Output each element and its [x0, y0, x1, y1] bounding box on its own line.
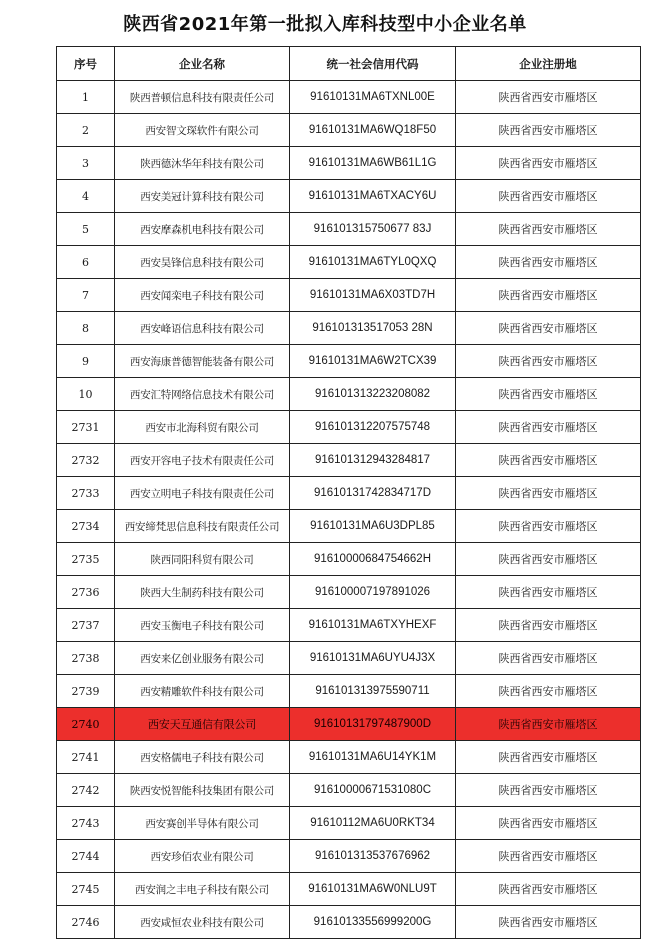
registered-location: 陕西省西安市雁塔区: [456, 378, 641, 411]
company-name: 西安智文琛软件有限公司: [115, 114, 290, 147]
row-index: 6: [57, 246, 115, 279]
table-row: [57, 642, 641, 675]
table-row: [57, 81, 641, 114]
company-name: 西安珍佰农业有限公司: [115, 840, 290, 873]
table-row: [57, 873, 641, 906]
credit-code: 91610131MA6WQ18F50: [290, 114, 456, 147]
credit-code: 91610131MA6W0NLU9T: [290, 873, 456, 906]
company-name: 西安摩森机电科技有限公司: [115, 213, 290, 246]
registered-location: 陕西省西安市雁塔区: [456, 642, 641, 675]
company-name: 西安汇特网络信息技术有限公司: [115, 378, 290, 411]
row-index: 2738: [57, 642, 115, 675]
table-row: [57, 543, 641, 576]
row-index: 2740: [57, 708, 115, 741]
registered-location: 陕西省西安市雁塔区: [456, 906, 641, 939]
credit-code: 91610131MA6X03TD7H: [290, 279, 456, 312]
registered-location: 陕西省西安市雁塔区: [456, 675, 641, 708]
registered-location: 陕西省西安市雁塔区: [456, 807, 641, 840]
row-index: 2745: [57, 873, 115, 906]
registered-location: 陕西省西安市雁塔区: [456, 345, 641, 378]
company-name: 西安立明电子科技有限责任公司: [115, 477, 290, 510]
row-index: 2735: [57, 543, 115, 576]
company-name: 西安润之丰电子科技有限公司: [115, 873, 290, 906]
company-name: 西安玉衡电子科技有限公司: [115, 609, 290, 642]
company-name: 陕西普顿信息科技有限责任公司: [115, 81, 290, 114]
row-index: 2: [57, 114, 115, 147]
company-name: 西安美冠计算科技有限公司: [115, 180, 290, 213]
credit-code: 916101312943284817: [290, 444, 456, 477]
company-name: 陕西同阳科贸有限公司: [115, 543, 290, 576]
company-name: 西安昊锋信息科技有限公司: [115, 246, 290, 279]
table-row: [57, 312, 641, 345]
registered-location: 陕西省西安市雁塔区: [456, 444, 641, 477]
header-index: 序号: [57, 47, 115, 81]
registered-location: 陕西省西安市雁塔区: [456, 741, 641, 774]
table-row: [57, 807, 641, 840]
company-name: 西安闻栾电子科技有限公司: [115, 279, 290, 312]
table-row: [57, 840, 641, 873]
registered-location: 陕西省西安市雁塔区: [456, 543, 641, 576]
company-name: 西安缔梵思信息科技有限责任公司: [115, 510, 290, 543]
table-row: [57, 675, 641, 708]
company-name: 西安天互通信有限公司: [115, 708, 290, 741]
registered-location: 陕西省西安市雁塔区: [456, 411, 641, 444]
credit-code: 916101315750677 83J: [290, 213, 456, 246]
credit-code: 91610131MA6TXNL00E: [290, 81, 456, 114]
table-row: [57, 114, 641, 147]
table-row: [57, 411, 641, 444]
registered-location: 陕西省西安市雁塔区: [456, 840, 641, 873]
registered-location: 陕西省西安市雁塔区: [456, 246, 641, 279]
table-row: [57, 246, 641, 279]
page-title: 陕西省2021年第一批拟入库科技型中小企业名单: [123, 14, 527, 35]
row-index: 2743: [57, 807, 115, 840]
company-name: 陕西安悦智能科技集团有限公司: [115, 774, 290, 807]
credit-code: 91610133556999200G: [290, 906, 456, 939]
credit-code: 91610131797487900D: [290, 708, 456, 741]
credit-code: 916100007197891026: [290, 576, 456, 609]
enterprise-table: [56, 46, 641, 939]
table-row: [57, 576, 641, 609]
credit-code: 91610112MA6U0RKT34: [290, 807, 456, 840]
row-index: 2739: [57, 675, 115, 708]
credit-code: 916101313975590711: [290, 675, 456, 708]
company-name: 西安开容电子技术有限责任公司: [115, 444, 290, 477]
table-row: [57, 378, 641, 411]
credit-code: 91610000684754662H: [290, 543, 456, 576]
row-index: 1: [57, 81, 115, 114]
row-index: 2742: [57, 774, 115, 807]
row-index: 2733: [57, 477, 115, 510]
registered-location: 陕西省西安市雁塔区: [456, 510, 641, 543]
credit-code: 916101313517053 28N: [290, 312, 456, 345]
table-row: [57, 147, 641, 180]
registered-location: 陕西省西安市雁塔区: [456, 180, 641, 213]
table-row: [57, 609, 641, 642]
table-row: [57, 906, 641, 939]
header-credit-code: 统一社会信用代码: [290, 47, 456, 81]
company-name: 西安精雕软件科技有限公司: [115, 675, 290, 708]
company-name: 西安赛创半导体有限公司: [115, 807, 290, 840]
company-name: 西安咸恒农业科技有限公司: [115, 906, 290, 939]
credit-code: 91610131MA6W2TCX39: [290, 345, 456, 378]
registered-location: 陕西省西安市雁塔区: [456, 774, 641, 807]
table-row: [57, 279, 641, 312]
header-name: 企业名称: [115, 47, 290, 81]
registered-location: 陕西省西安市雁塔区: [456, 147, 641, 180]
row-index: 2734: [57, 510, 115, 543]
credit-code: 91610131MA6UYU4J3X: [290, 642, 456, 675]
table-row-highlighted: [57, 708, 641, 741]
table-header-row: [57, 47, 641, 81]
row-index: 2736: [57, 576, 115, 609]
row-index: 10: [57, 378, 115, 411]
header-location: 企业注册地: [456, 47, 641, 81]
row-index: 8: [57, 312, 115, 345]
row-index: 3: [57, 147, 115, 180]
table-row: [57, 741, 641, 774]
row-index: 4: [57, 180, 115, 213]
row-index: 2741: [57, 741, 115, 774]
credit-code: 91610000671531080C: [290, 774, 456, 807]
credit-code: 916101312207575748: [290, 411, 456, 444]
credit-code: 916101313223208082: [290, 378, 456, 411]
registered-location: 陕西省西安市雁塔区: [456, 576, 641, 609]
registered-location: 陕西省西安市雁塔区: [456, 873, 641, 906]
company-name: 西安峰语信息科技有限公司: [115, 312, 290, 345]
credit-code: 916101313537676962: [290, 840, 456, 873]
row-index: 2737: [57, 609, 115, 642]
company-name: 西安海康普德智能装备有限公司: [115, 345, 290, 378]
credit-code: 91610131MA6U14YK1M: [290, 741, 456, 774]
table-row: [57, 180, 641, 213]
credit-code: 91610131MA6U3DPL85: [290, 510, 456, 543]
row-index: 2732: [57, 444, 115, 477]
company-name: 陕西大生制药科技有限公司: [115, 576, 290, 609]
table-row: [57, 345, 641, 378]
row-index: 2746: [57, 906, 115, 939]
registered-location: 陕西省西安市雁塔区: [456, 213, 641, 246]
credit-code: 91610131MA6TXACY6U: [290, 180, 456, 213]
row-index: 5: [57, 213, 115, 246]
row-index: 2744: [57, 840, 115, 873]
registered-location: 陕西省西安市雁塔区: [456, 609, 641, 642]
registered-location: 陕西省西安市雁塔区: [456, 708, 641, 741]
row-index: 2731: [57, 411, 115, 444]
company-name: 陕西德沐华年科技有限公司: [115, 147, 290, 180]
registered-location: 陕西省西安市雁塔区: [456, 114, 641, 147]
row-index: 7: [57, 279, 115, 312]
registered-location: 陕西省西安市雁塔区: [456, 312, 641, 345]
table-row: [57, 213, 641, 246]
credit-code: 91610131742834717D: [290, 477, 456, 510]
credit-code: 91610131MA6TYL0QXQ: [290, 246, 456, 279]
registered-location: 陕西省西安市雁塔区: [456, 81, 641, 114]
table-row: [57, 444, 641, 477]
credit-code: 91610131MA6WB61L1G: [290, 147, 456, 180]
company-name: 西安市北海科贸有限公司: [115, 411, 290, 444]
company-name: 西安格儒电子科技有限公司: [115, 741, 290, 774]
credit-code: 91610131MA6TXYHEXF: [290, 609, 456, 642]
table-row: [57, 477, 641, 510]
registered-location: 陕西省西安市雁塔区: [456, 477, 641, 510]
company-name: 西安来亿创业服务有限公司: [115, 642, 290, 675]
row-index: 9: [57, 345, 115, 378]
table-row: [57, 510, 641, 543]
registered-location: 陕西省西安市雁塔区: [456, 279, 641, 312]
table-row: [57, 774, 641, 807]
